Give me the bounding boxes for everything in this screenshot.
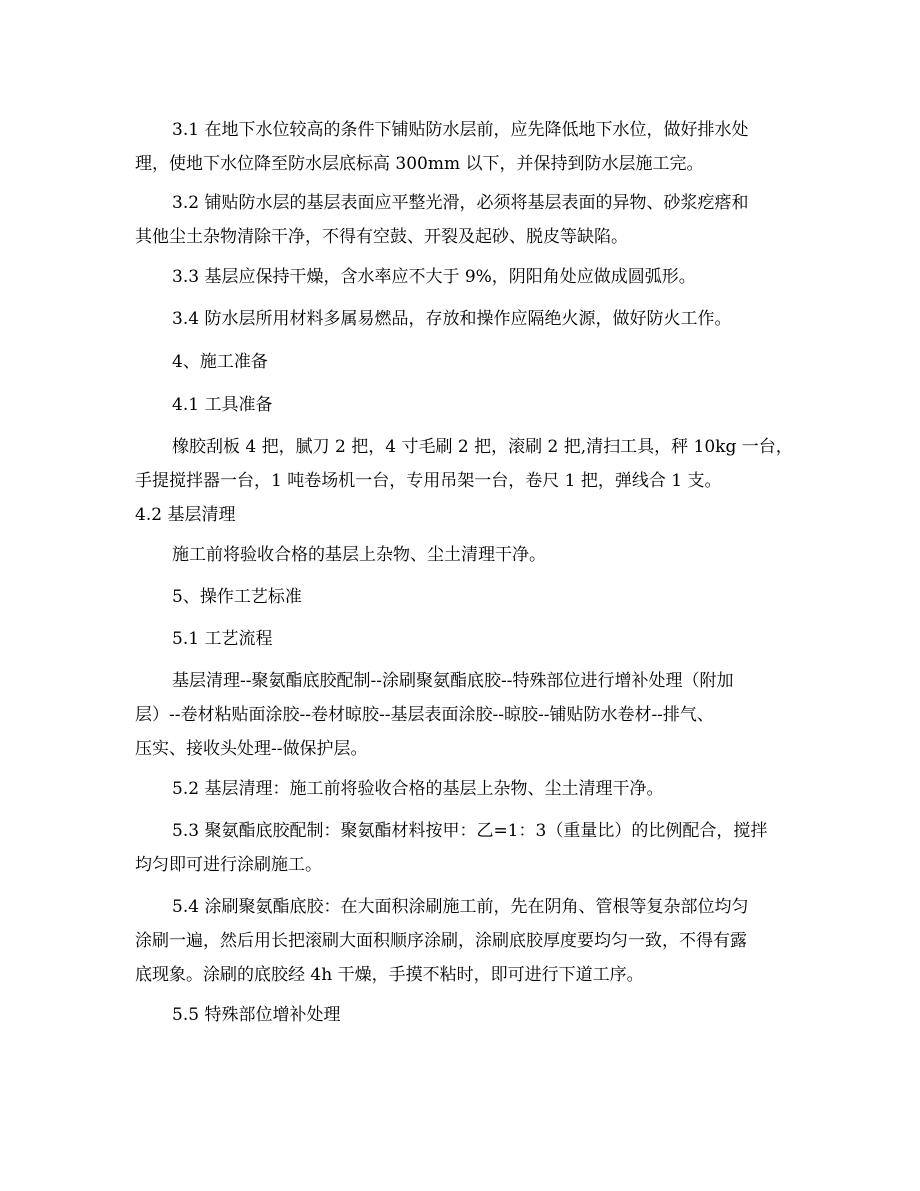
section-heading: 4、施工准备	[172, 352, 268, 372]
paragraph-line: 手提搅拌器一台，1 吨卷场机一台，专用吊架一台，卷尺 1 把，弹线合 1 支。	[135, 471, 722, 491]
paragraph-line: 其他尘土杂物清除干净，不得有空鼓、开裂及起砂、脱皮等缺陷。	[135, 227, 628, 247]
heading-4-1	[135, 388, 785, 422]
heading-5-5	[135, 998, 785, 1032]
paragraph-3-3	[135, 260, 785, 294]
paragraph-line: 3.2 铺贴防水层的基层表面应平整光滑，必须将基层表面的异物、砂浆疙瘩和	[172, 193, 749, 213]
paragraph-line: 涂刷一遍，然后用长把滚刷大面积顺序涂刷，涂刷底胶厚度要均匀一致，不得有露	[135, 931, 747, 951]
paragraph-5-3	[135, 814, 785, 882]
paragraph-line: 均匀即可进行涂刷施工。	[135, 855, 322, 875]
paragraph-line: 5.4 涂刷聚氨酯底胶：在大面积涂刷施工前，先在阴角、管根等复杂部位均匀	[172, 897, 749, 917]
section-heading: 5、操作工艺标准	[172, 587, 302, 607]
paragraph-line: 底现象。涂刷的底胶经 4h 干燥，手摸不粘时，即可进行下道工序。	[135, 965, 644, 985]
paragraph-line: 3.3 基层应保持干燥，含水率应不大于 9%，阴阳角处应做成圆弧形。	[172, 267, 696, 287]
paragraph-3-4	[135, 302, 785, 336]
section-heading: 4.2 基层清理	[135, 505, 236, 525]
paragraph-5-1	[135, 664, 785, 766]
paragraph-line: 5.3 聚氨酯底胶配制：聚氨酯材料按甲：乙=1：3（重量比）的比例配合，搅拌	[172, 821, 768, 841]
paragraph-line: 5.2 基层清理：施工前将验收合格的基层上杂物、尘土清理干净。	[172, 779, 664, 799]
paragraph-line: 基层清理--聚氨酯底胶配制--涂刷聚氨酯底胶--特殊部位进行增补处理（附加	[172, 671, 734, 691]
section-heading: 4.1 工具准备	[172, 395, 273, 415]
paragraph-3-2	[135, 186, 785, 254]
paragraph-4-2	[135, 538, 785, 572]
paragraph-line: 层）--卷材粘贴面涂胶--卷材晾胶--基层表面涂胶--晾胶--铺贴防水卷材--排气、	[135, 705, 714, 725]
heading-5-1	[135, 622, 785, 656]
heading-4	[135, 345, 785, 379]
paragraph-line: 3.1 在地下水位较高的条件下铺贴防水层前，应先降低地下水位，做好排水处	[172, 120, 749, 140]
heading-5	[135, 580, 785, 614]
paragraph-line: 3.4 防水层所用材料多属易燃品，存放和操作应隔绝火源，做好防火工作。	[172, 309, 732, 329]
paragraph-line: 理，使地下水位降至防水层底标高 300mm 以下，并保持到防水层施工完。	[135, 154, 704, 174]
section-heading: 5.1 工艺流程	[172, 629, 273, 649]
paragraph-4-1	[135, 430, 793, 498]
section-heading: 5.5 特殊部位增补处理	[172, 1005, 341, 1025]
paragraph-line: 施工前将验收合格的基层上杂物、尘土清理干净。	[172, 545, 546, 565]
paragraph-line: 压实、接收头处理--做保护层。	[135, 739, 368, 759]
paragraph-line: 橡胶刮板 4 把，腻刀 2 把，4 寸毛刷 2 把，滚刷 2 把,清扫工具，秤 10kg 一台，	[172, 437, 793, 457]
paragraph-5-2	[135, 772, 785, 806]
heading-4-2	[135, 498, 785, 532]
paragraph-5-4	[135, 890, 785, 992]
paragraph-3-1	[135, 113, 785, 181]
